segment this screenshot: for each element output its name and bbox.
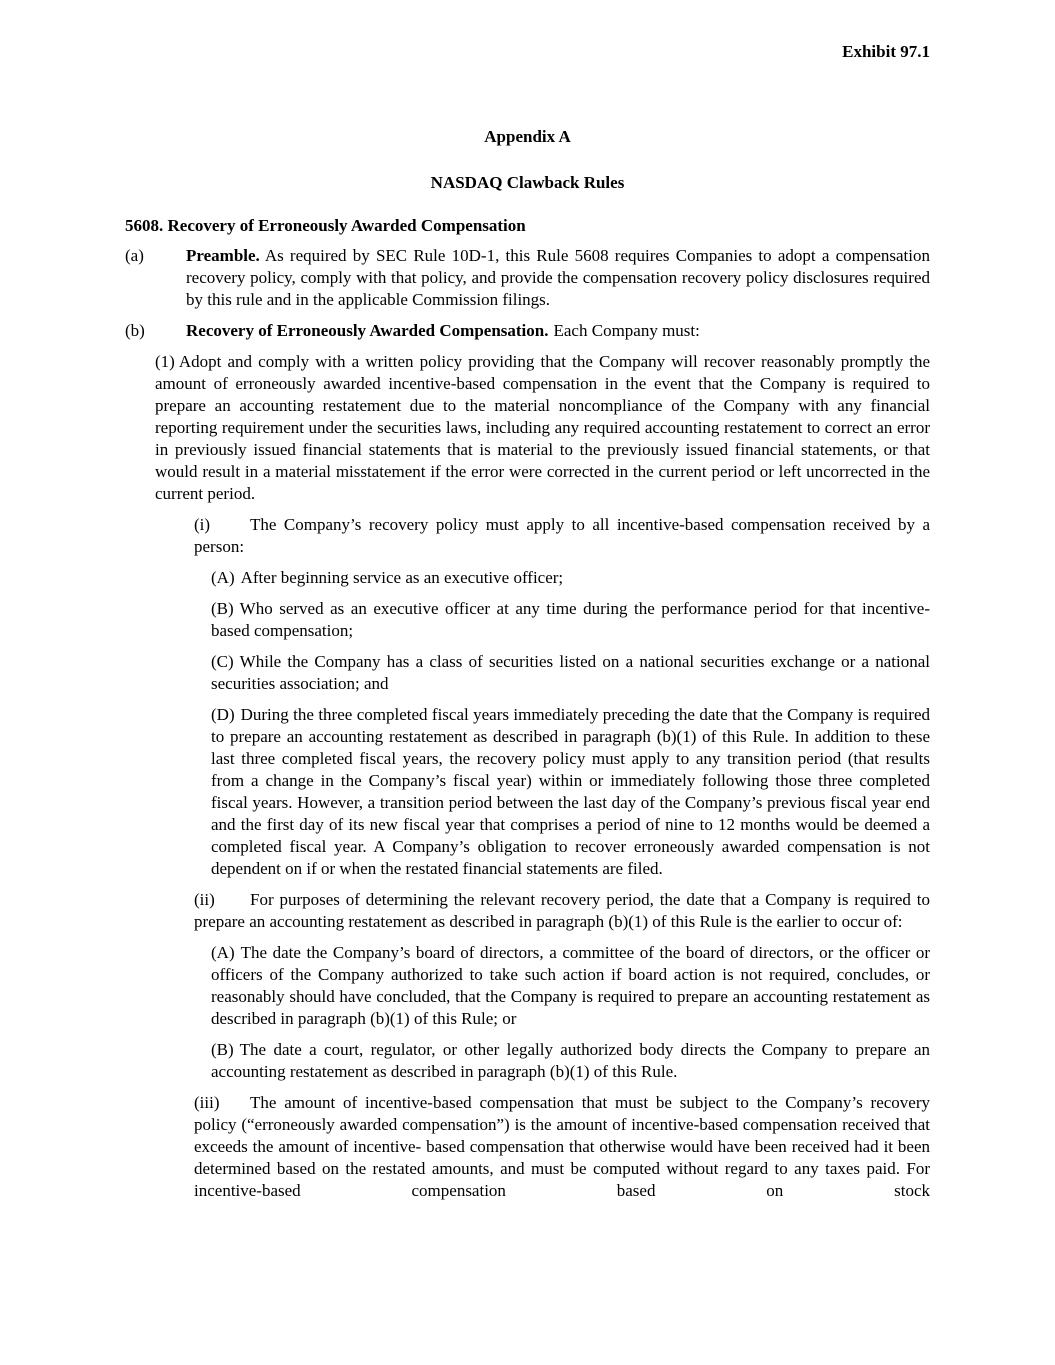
exhibit-label: Exhibit 97.1	[842, 42, 930, 61]
clause-b1	[155, 351, 930, 505]
clause-a-text: As required by SEC Rule 10D-1, this Rule 5608 requires Companies to adopt a compensation recovery policy, comply with that policy, and provide the compensation recovery policy disclosures required by this rule and in the applicable Commission filings.	[186, 246, 930, 309]
clause-a	[125, 245, 930, 311]
clause-iii-text: The amount of incentive-based compensation that must be subject to the Company’s recovery policy (“erroneously awarded compensation”) is the amount of incentive-based compensation received that exceeds the amount of incentive- based compensation that otherwise would have been received had it been determined based on the restated amounts, and must be computed without regard to any taxes paid. For incentive-based compensation based on stock	[194, 1093, 930, 1200]
clause-b1-text: Adopt and comply with a written policy providing that the Company will recover reasonably promptly the amount of erroneously awarded incentive-based compensation in the event that the Company is required to prepare an accounting restatement due to the material noncompliance of the Company with any financial reporting requirement under the securities laws, including any required accounting restatement to correct an error in previously issued financial statements that is material to the previously issued financial statements, or that would result in a material misstatement if the error were corrected in the current period or left uncorrected in the current period.	[155, 352, 930, 503]
clause-i-a-text: After beginning service as an executive officer;	[240, 568, 564, 587]
clause-ii-b-text: The date a court, regulator, or other legally authorized body directs the Company to prepare an accounting restatement as described in paragraph (b)(1) of this Rule.	[211, 1040, 930, 1081]
section-heading: 5608. Recovery of Erroneously Awarded Compensation	[125, 216, 526, 235]
clause-ii-a	[211, 942, 930, 1030]
clause-i-b	[211, 598, 930, 642]
clause-b1-label: (1)	[155, 352, 175, 371]
clause-iii-label: (iii)	[194, 1093, 220, 1112]
clause-i-label: (i)	[194, 515, 211, 534]
clause-i	[194, 514, 930, 558]
clause-i-text: The Company’s recovery policy must apply to all incentive-based compensation received by a person:	[194, 515, 930, 556]
clause-i-a-label: (A)	[211, 568, 235, 587]
clause-i-b-label: (B)	[211, 599, 234, 618]
clause-ii-text: For purposes of determining the relevant recovery period, the date that a Company is required to prepare an accounting restatement as described in paragraph (b)(1) of this Rule is the earlier to occur of:	[194, 890, 930, 931]
clause-i-d	[211, 704, 930, 880]
clause-b-label: (b)	[125, 321, 145, 340]
clause-i-c-label: (C)	[211, 652, 234, 671]
clause-a-lead: Preamble.	[186, 246, 260, 265]
clause-i-c	[211, 651, 930, 695]
clause-b-lead: Recovery of Erroneously Awarded Compensation.	[186, 321, 549, 340]
clause-ii	[194, 889, 930, 933]
clause-b-text: Each Company must:	[553, 321, 700, 340]
clause-ii-b-label: (B)	[211, 1040, 234, 1059]
rules-title: NASDAQ Clawback Rules	[430, 173, 625, 192]
clause-ii-a-text: The date the Company’s board of directors, a committee of the board of directors, or the officer or officers of the Company authorized to take such action if board action is not required, concludes, or reasonably should have concluded, that the Company is required to prepare an accounting restatement as described in paragraph (b)(1) of this Rule; or	[211, 943, 930, 1028]
clause-i-d-label: (D)	[211, 705, 235, 724]
clause-a-label: (a)	[125, 246, 144, 265]
clause-i-c-text: While the Company has a class of securities listed on a national securities exchange or a national securities association; and	[211, 652, 930, 693]
clause-ii-a-label: (A)	[211, 943, 235, 962]
appendix-title: Appendix A	[484, 127, 571, 146]
clause-i-b-text: Who served as an executive officer at any time during the performance period for that incentive-based compensation;	[211, 599, 930, 640]
clause-ii-label: (ii)	[194, 890, 215, 909]
clause-i-d-text: During the three completed fiscal years immediately preceding the date that the Company is required to prepare an accounting restatement as described in paragraph (b)(1) of this Rule. In addition to these last three completed fiscal years, the recovery policy must apply to any transition period (that results from a change in the Company’s fiscal year) within or immediately following those three completed fiscal years. However, a transition period between the last day of the Company’s previous fiscal year end and the first day of its new fiscal year that comprises a period of nine to 12 months would be deemed a completed fiscal year. A Company’s obligation to recover erroneously awarded compensation is not dependent on if or when the restated financial statements are filed.	[211, 705, 930, 878]
clause-ii-b	[211, 1039, 930, 1083]
clause-iii	[194, 1092, 930, 1202]
clause-b	[125, 320, 930, 342]
clause-i-a	[211, 567, 930, 589]
